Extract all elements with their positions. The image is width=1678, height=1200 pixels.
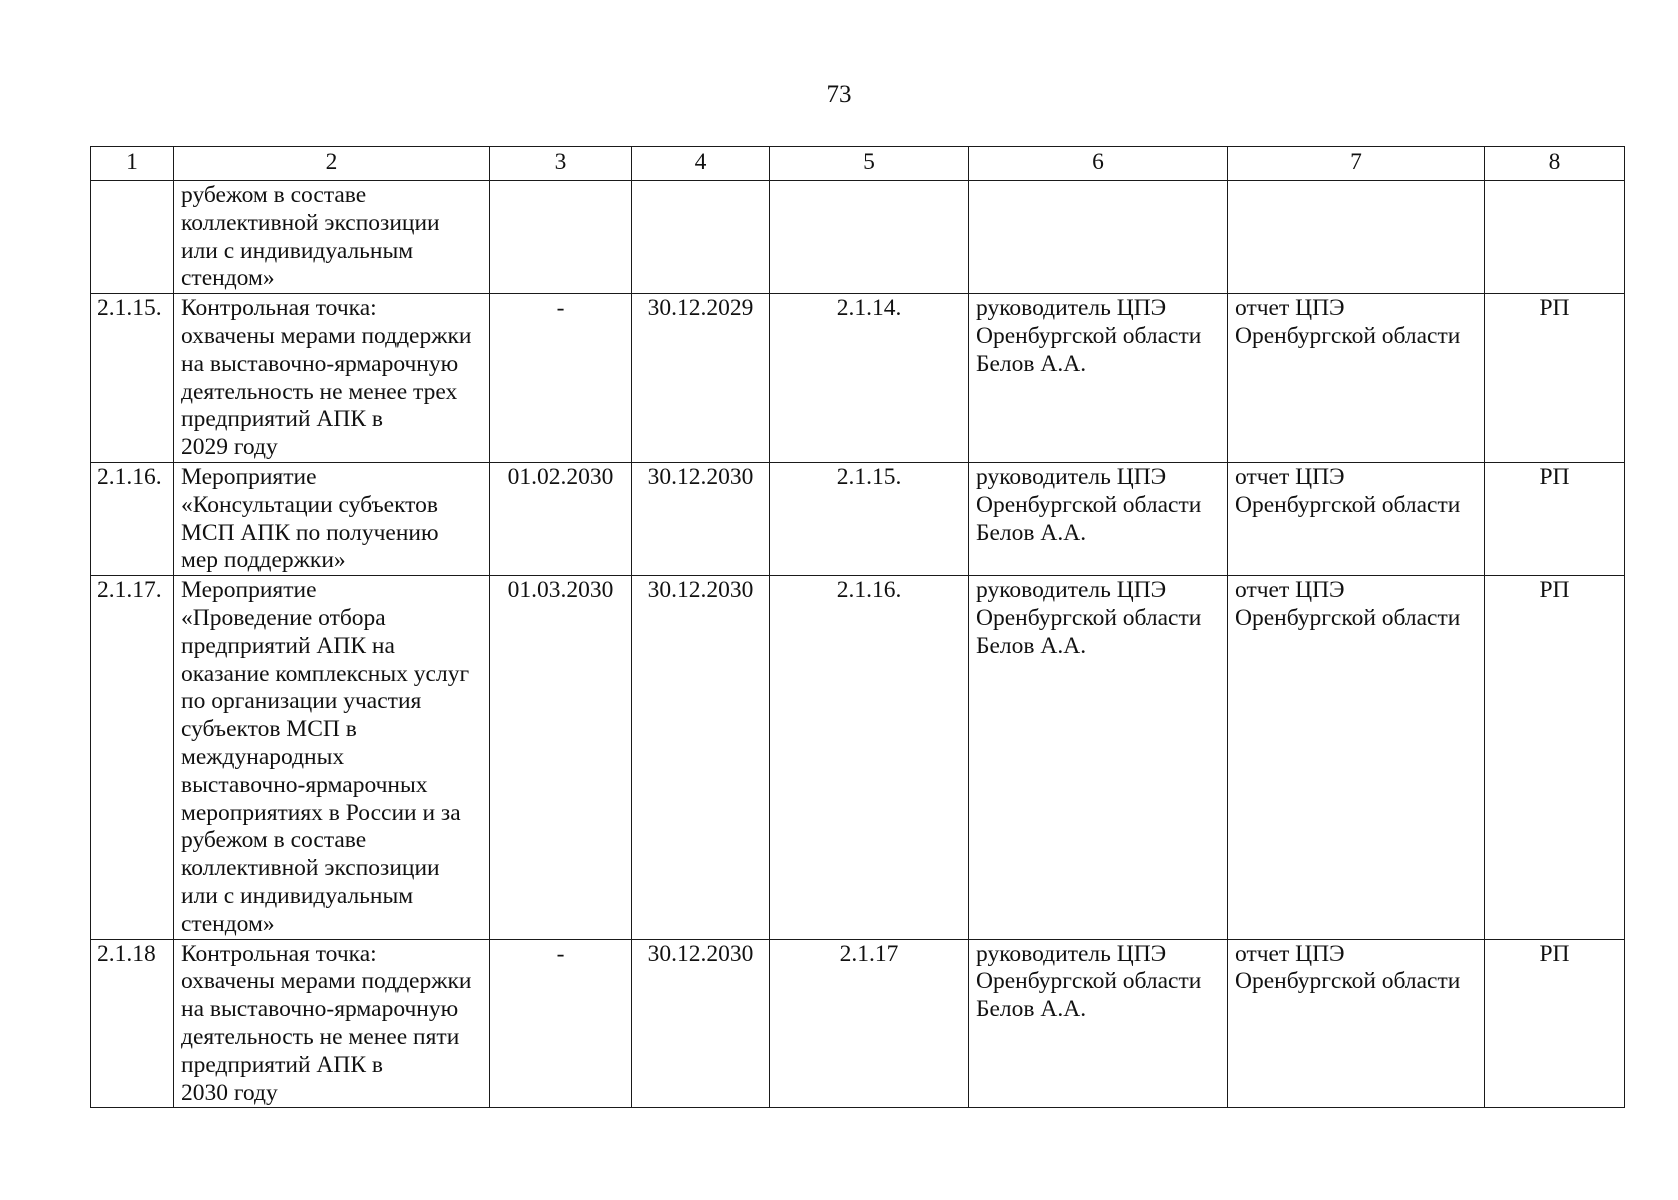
- table-row: [91, 576, 1625, 939]
- cell-text-line: предприятий АПК на: [181, 632, 395, 659]
- cell-text-line: мер поддержки»: [181, 547, 346, 574]
- row-document-cell: [1228, 576, 1485, 939]
- row-end-cell: [632, 462, 770, 575]
- row-responsible-cell: [969, 576, 1228, 939]
- row-responsible: [976, 941, 1220, 1024]
- cell-text-line: рубежом в составе: [181, 182, 367, 208]
- cell-text-line: «Проведение отбора: [181, 604, 386, 631]
- row-responsible: [976, 577, 1220, 660]
- row-end-cell: [632, 294, 770, 463]
- row-document-cell: [1228, 181, 1485, 294]
- cell-text-line: Белов А.А.: [976, 632, 1087, 659]
- row-predecessor: 2.1.17: [839, 940, 899, 967]
- header-cell-2: 2: [174, 147, 490, 181]
- cell-text-line: руководитель ЦПЭ: [976, 940, 1167, 967]
- cell-text-line: на выставочно-ярмарочную: [181, 996, 459, 1023]
- header-cell-4: 4: [632, 147, 770, 181]
- header-row: [91, 147, 1625, 181]
- cell-text-line: отчет ЦПЭ: [1235, 940, 1345, 967]
- row-level-cell: [1485, 939, 1625, 1108]
- row-end-date: 30.12.2029: [647, 295, 754, 322]
- row-start-date: -: [556, 295, 565, 322]
- cell-text-line: Оренбургской области: [976, 491, 1202, 518]
- header-cell-8: 8: [1485, 147, 1625, 181]
- cell-text-line: или с индивидуальным: [181, 237, 414, 264]
- row-document: [1235, 464, 1477, 520]
- header-cell-1: 1: [91, 147, 174, 181]
- row-predecessor-cell: [770, 181, 969, 294]
- row-level: РП: [1539, 577, 1570, 604]
- row-responsible: [976, 295, 1220, 378]
- row-name: [181, 941, 482, 1108]
- cell-text-line: коллективной экспозиции: [181, 855, 440, 882]
- cell-text-line: или с индивидуальным: [181, 882, 414, 909]
- table-row: [91, 939, 1625, 1108]
- cell-text-line: 2029 году: [181, 434, 278, 461]
- row-start-date: 01.02.2030: [507, 463, 614, 490]
- table-row: [91, 294, 1625, 463]
- row-responsible: [976, 464, 1220, 547]
- row-start-date: -: [556, 940, 565, 967]
- row-predecessor-cell: [770, 576, 969, 939]
- row-predecessor-cell: [770, 294, 969, 463]
- row-number: 2.1.15.: [97, 295, 162, 322]
- table-row: [91, 181, 1625, 294]
- cell-text-line: по организации участия: [181, 688, 422, 715]
- cell-text-line: коллективной экспозиции: [181, 209, 440, 236]
- cell-text-line: оказание комплексных услуг: [181, 660, 470, 687]
- cell-text-line: руководитель ЦПЭ: [976, 295, 1167, 322]
- row-name-cell: [174, 939, 490, 1108]
- row-document-cell: [1228, 294, 1485, 463]
- cell-text-line: Оренбургской области: [976, 604, 1202, 631]
- cell-text-line: Оренбургской области: [1235, 604, 1461, 631]
- cell-text-line: Оренбургской области: [1235, 491, 1461, 518]
- table-header: [91, 147, 1625, 181]
- cell-text-line: Белов А.А.: [976, 996, 1087, 1023]
- cell-text-line: Белов А.А.: [976, 350, 1087, 377]
- row-name-cell: [174, 576, 490, 939]
- row-end-date: 30.12.2030: [647, 463, 754, 490]
- row-name: [181, 577, 482, 938]
- row-level: РП: [1539, 295, 1570, 322]
- cell-text-line: Оренбургской области: [1235, 322, 1461, 349]
- header-cell-3: 3: [490, 147, 632, 181]
- cell-text-line: охвачены мерами поддержки: [181, 322, 472, 349]
- row-number-cell: [91, 939, 174, 1108]
- row-level: РП: [1539, 463, 1570, 490]
- row-start-cell: [490, 576, 632, 939]
- row-predecessor: 2.1.14.: [836, 295, 902, 322]
- cell-text-line: руководитель ЦПЭ: [976, 577, 1167, 604]
- table-row: [91, 462, 1625, 575]
- cell-text-line: деятельность не менее пяти: [181, 1023, 460, 1050]
- row-number: 2.1.16.: [97, 463, 162, 490]
- cell-text-line: рубежом в составе: [181, 827, 367, 854]
- page-number: 73: [826, 81, 852, 108]
- cell-text-line: Оренбургской области: [976, 968, 1202, 995]
- cell-text-line: стендом»: [181, 910, 275, 937]
- cell-text-line: Мероприятие: [181, 577, 317, 604]
- cell-text-line: предприятий АПК в: [181, 406, 383, 433]
- cell-text-line: Белов А.А.: [976, 519, 1087, 546]
- row-start-date: 01.03.2030: [507, 577, 614, 604]
- row-start-cell: [490, 181, 632, 294]
- row-predecessor-cell: [770, 939, 969, 1108]
- row-name-cell: [174, 181, 490, 294]
- row-end-cell: [632, 181, 770, 294]
- row-document-cell: [1228, 462, 1485, 575]
- row-name-cell: [174, 294, 490, 463]
- row-document-cell: [1228, 939, 1485, 1108]
- cell-text-line: руководитель ЦПЭ: [976, 463, 1167, 490]
- row-document: [1235, 941, 1477, 997]
- row-number: 2.1.18: [97, 940, 156, 967]
- cell-text-line: Контрольная точка:: [181, 940, 377, 967]
- row-end-date: 30.12.2030: [647, 577, 754, 604]
- cell-text-line: отчет ЦПЭ: [1235, 295, 1345, 322]
- row-responsible-cell: [969, 462, 1228, 575]
- cell-text-line: выставочно-ярмарочных: [181, 771, 428, 798]
- cell-text-line: Оренбургской области: [1235, 968, 1461, 995]
- row-level-cell: [1485, 294, 1625, 463]
- row-document: [1235, 295, 1477, 351]
- header-cell-7: 7: [1228, 147, 1485, 181]
- row-name: [181, 295, 482, 462]
- row-number: 2.1.17.: [97, 577, 162, 604]
- schedule-table: [90, 146, 1625, 1108]
- row-document: [1235, 577, 1477, 633]
- row-number-cell: [91, 181, 174, 294]
- header-cell-5: 5: [770, 147, 969, 181]
- row-name-cell: [174, 462, 490, 575]
- cell-text-line: 2030 году: [181, 1079, 278, 1106]
- row-end-cell: [632, 576, 770, 939]
- row-level-cell: [1485, 576, 1625, 939]
- row-level-cell: [1485, 462, 1625, 575]
- row-end-cell: [632, 939, 770, 1108]
- row-level: РП: [1539, 940, 1570, 967]
- row-responsible-cell: [969, 181, 1228, 294]
- row-number-cell: [91, 576, 174, 939]
- row-number-cell: [91, 294, 174, 463]
- row-start-cell: [490, 294, 632, 463]
- cell-text-line: отчет ЦПЭ: [1235, 463, 1345, 490]
- row-level-cell: [1485, 181, 1625, 294]
- cell-text-line: Оренбургской области: [976, 322, 1202, 349]
- header-cell-6: 6: [969, 147, 1228, 181]
- cell-text-line: МСП АПК по получению: [181, 519, 439, 546]
- cell-text-line: деятельность не менее трех: [181, 378, 458, 405]
- cell-text-line: на выставочно-ярмарочную: [181, 350, 459, 377]
- cell-text-line: предприятий АПК в: [181, 1051, 383, 1078]
- cell-text-line: Контрольная точка:: [181, 295, 377, 322]
- table-body: [91, 181, 1625, 1108]
- cell-text-line: отчет ЦПЭ: [1235, 577, 1345, 604]
- row-predecessor: 2.1.16.: [836, 577, 902, 604]
- row-predecessor: 2.1.15.: [836, 463, 902, 490]
- row-predecessor-cell: [770, 462, 969, 575]
- cell-text-line: мероприятиях в России и за: [181, 799, 461, 826]
- cell-text-line: «Консультации субъектов: [181, 491, 438, 518]
- cell-text-line: международных: [181, 743, 345, 770]
- row-responsible-cell: [969, 294, 1228, 463]
- row-responsible-cell: [969, 939, 1228, 1108]
- cell-text-line: Мероприятие: [181, 463, 317, 490]
- row-start-cell: [490, 462, 632, 575]
- row-end-date: 30.12.2030: [647, 940, 754, 967]
- cell-text-line: субъектов МСП в: [181, 716, 357, 743]
- row-start-cell: [490, 939, 632, 1108]
- row-name: [181, 182, 482, 293]
- cell-text-line: охвачены мерами поддержки: [181, 968, 472, 995]
- cell-text-line: стендом»: [181, 265, 275, 292]
- row-number-cell: [91, 462, 174, 575]
- row-name: [181, 464, 482, 575]
